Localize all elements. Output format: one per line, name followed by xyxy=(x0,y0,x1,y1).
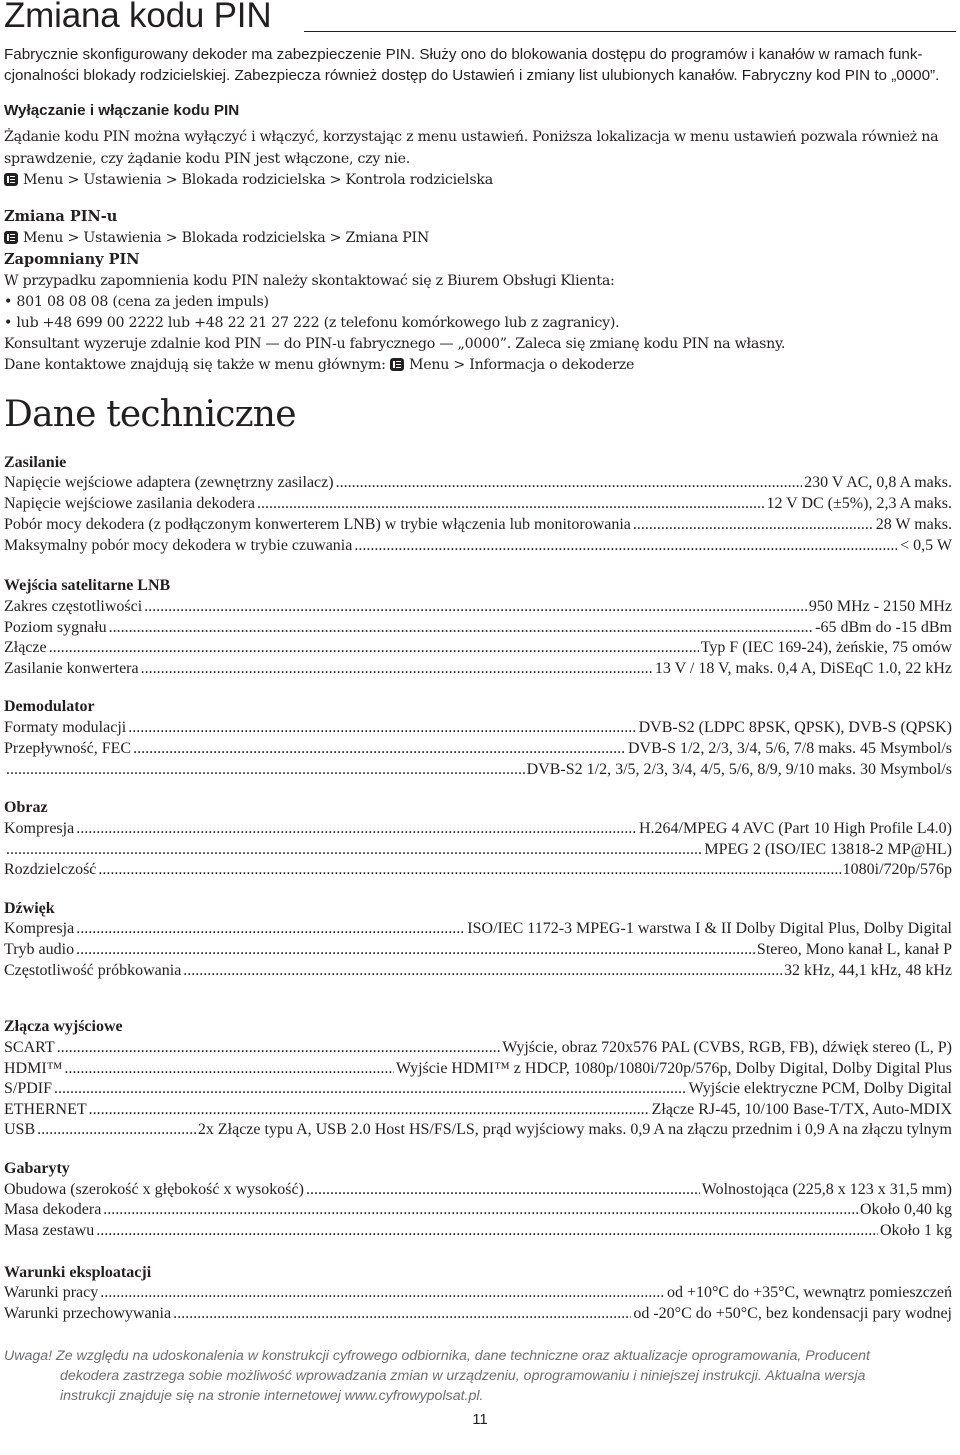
spec-label: Masa dekodera xyxy=(4,1201,102,1218)
bullet-icon: • xyxy=(4,294,17,310)
spec-label: Częstotliwość próbkowania xyxy=(4,962,182,979)
pin-section-title: Zmiana kodu PIN xyxy=(4,0,272,35)
menu-path-text: Menu > Ustawienia > Blokada rodzicielska > Kontrola rodzicielska xyxy=(23,172,493,188)
menu-icon xyxy=(4,173,18,186)
spec-label: Pobór mocy dekodera (z podłączonym konwerterem LNB) w trybie włączenia lub monitorowania xyxy=(4,516,631,533)
warning-line-1: Uwaga! Ze względu na udoskonalenia w konstrukcji cyfrowego odbiornika, dane techniczne oraz aktualizacje oprogramowania, Producent xyxy=(4,1348,870,1364)
pin-change-menu-path xyxy=(4,228,956,249)
spec-label: Napięcie wejściowe adaptera (zewnętrzny zasilacz) xyxy=(4,474,334,491)
leader-dots xyxy=(336,472,803,493)
leader-dots xyxy=(89,1099,650,1120)
leader-dots xyxy=(57,1037,501,1058)
spec-row xyxy=(4,960,952,981)
spec-value: ISO/IEC 1172-3 MPEG-1 warstwa I & II Dolby Digital Plus, Dolby Digital xyxy=(467,920,952,937)
power-heading: Zasilanie xyxy=(4,454,67,471)
spec-label: Rozdzielczość xyxy=(4,861,97,878)
spec-value: 230 V AC, 0,8 A maks. xyxy=(804,474,952,491)
spec-row xyxy=(4,918,952,939)
leader-dots xyxy=(103,1199,858,1220)
spec-row xyxy=(4,1099,952,1120)
spec-value: H.264/MPEG 4 AVC (Part 10 High Profile L4.0) xyxy=(638,820,952,837)
leader-dots xyxy=(633,514,874,535)
leader-dots xyxy=(128,717,636,738)
leader-dots xyxy=(141,658,653,679)
spec-value: DVB-S2 (LDPC 8PSK, QPSK), DVB-S (QPSK) xyxy=(638,719,952,736)
conditions-heading: Warunki eksploatacji xyxy=(4,1264,152,1281)
leader-dots xyxy=(37,1119,196,1140)
spec-row xyxy=(4,493,952,514)
pin-section-header xyxy=(4,0,956,40)
bullet-text: lub +48 699 00 2222 lub +48 22 21 27 222 (z telefonu komórkowego lub z zagranicy). xyxy=(16,315,620,331)
spec-label: Kompresja xyxy=(4,920,75,937)
spec-row xyxy=(4,1058,952,1079)
spec-label: Napięcie wejściowe zasilania dekodera xyxy=(4,495,255,512)
spec-value: Stereo, Mono kanał L, kanał P xyxy=(756,941,952,958)
spec-row xyxy=(4,1220,952,1241)
leader-dots xyxy=(76,918,465,939)
menu-path-text: Menu > Informacja o dekoderze xyxy=(408,357,635,373)
spec-row xyxy=(4,738,952,759)
pin-consultant-line: Konsultant wyzeruje zdalnie kod PIN — do PIN-u fabrycznego — „0000”. Zaleca się zmianę kodu PIN na własny. xyxy=(4,336,786,352)
spec-label: Masa zestawu xyxy=(4,1222,95,1239)
spec-label: Zasilanie konwertera xyxy=(4,660,139,677)
spec-label: Złącze xyxy=(4,639,47,656)
leader-dots xyxy=(6,759,525,780)
leader-dots xyxy=(100,1282,665,1303)
spec-row xyxy=(4,1199,952,1220)
outputs-heading: Złącza wyjściowe xyxy=(4,1018,123,1035)
pin-change-heading: Zmiana PIN-u xyxy=(4,208,118,225)
leader-dots xyxy=(173,1303,631,1324)
pin-forgot-heading: Zapomniany PIN xyxy=(4,251,140,268)
pin-intro-line-1: Fabrycznie skonfigurowany dekoder ma zabezpieczenie PIN. Służy ono do blokowania dostępu do programów i kanałów w ramach funk- xyxy=(4,46,923,63)
warning-text: instrukcji znajduje się na stronie internetowej www.cyfrowypolsat.pl. xyxy=(60,1388,484,1404)
spec-label: S/PDIF xyxy=(4,1080,53,1097)
bullet-text: 801 08 08 08 (cena za jeden impuls) xyxy=(16,294,269,310)
contact-prefix: Dane kontaktowe znajdują się także w menu głównym: xyxy=(4,357,386,373)
leader-dots xyxy=(98,859,840,880)
spec-row xyxy=(4,535,952,556)
audio-heading: Dźwięk xyxy=(4,900,55,917)
spec-row xyxy=(4,1078,952,1099)
leader-dots xyxy=(109,617,813,638)
menu-icon xyxy=(4,231,18,244)
spec-row xyxy=(4,717,952,738)
spec-label: Formaty modulacji xyxy=(4,719,127,736)
spec-row xyxy=(4,859,952,880)
menu-path-text: Menu > Ustawienia > Blokada rodzicielska > Zmiana PIN xyxy=(23,230,430,246)
spec-row xyxy=(4,939,952,960)
page-number: 11 xyxy=(472,1411,488,1428)
spec-value: Typ F (IEC 169-24), żeńskie, 75 omów xyxy=(700,639,952,656)
spec-label: USB xyxy=(4,1121,36,1138)
spec-value: od -20°C do +50°C, bez kondensacji pary wodnej xyxy=(633,1305,952,1322)
spec-label: HDMI™ xyxy=(4,1060,63,1077)
tech-section-title: Dane techniczne xyxy=(4,394,296,435)
spec-value: od +10°C do +35°C, wewnątrz pomieszczeń xyxy=(667,1284,952,1301)
warning-line-3 xyxy=(4,1386,959,1406)
spec-label: Maksymalny pobór mocy dekodera w trybie czuwania xyxy=(4,537,353,554)
pin-bullet-1 xyxy=(4,292,956,313)
spec-row xyxy=(4,617,952,638)
leader-dots xyxy=(96,1220,878,1241)
spec-row xyxy=(4,839,952,860)
leader-dots xyxy=(354,535,898,556)
leader-dots xyxy=(6,839,702,860)
spec-row xyxy=(4,759,952,780)
spec-value: Wolnostojąca (225,8 x 123 x 31,5 mm) xyxy=(701,1181,952,1198)
spec-row xyxy=(4,1282,952,1303)
pin-onoff-menu-path xyxy=(4,170,956,191)
lnb-heading: Wejścia satelitarne LNB xyxy=(4,577,171,594)
spec-label: Przepływność, FEC xyxy=(4,740,132,757)
pin-forgot-line: W przypadku zapomnienia kodu PIN należy skontaktować się z Biurem Obsługi Klienta: xyxy=(4,273,615,289)
spec-value: Wyjście, obraz 720x576 PAL (CVBS, RGB, FB), dźwięk stereo (L, P) xyxy=(502,1039,952,1056)
spec-value: 13 V / 18 V, maks. 0,4 A, DiSEqC 1.0, 22 kHz xyxy=(654,660,952,677)
leader-dots xyxy=(76,818,637,839)
bullet-icon: • xyxy=(4,315,17,331)
spec-row xyxy=(4,1119,952,1140)
spec-label: Zakres częstotliwości xyxy=(4,598,143,615)
spec-row xyxy=(4,637,952,658)
spec-value: 28 W maks. xyxy=(875,516,952,533)
spec-value: Wyjście elektryczne PCM, Dolby Digital xyxy=(688,1080,952,1097)
spec-label: Poziom sygnału xyxy=(4,619,107,636)
spec-row xyxy=(4,472,952,493)
spec-value: DVB-S 1/2, 2/3, 3/4, 5/6, 7/8 maks. 45 Msymbol/s xyxy=(627,740,952,757)
pin-bullet-2 xyxy=(4,313,956,334)
pin-onoff-line-2: sprawdzenie, czy żądanie kodu PIN jest włączone, czy nie. xyxy=(4,151,411,167)
spec-label: Kompresja xyxy=(4,820,75,837)
spec-value: 12 V DC (±5%), 2,3 A maks. xyxy=(766,495,952,512)
spec-row xyxy=(4,1179,952,1200)
leader-dots xyxy=(133,738,626,759)
leader-dots xyxy=(49,637,699,658)
spec-row xyxy=(4,818,952,839)
spec-row xyxy=(4,1303,952,1324)
spec-label: Obudowa (szerokość x głębokość x wysokość) xyxy=(4,1181,304,1198)
video-heading: Obraz xyxy=(4,799,48,816)
spec-row xyxy=(4,658,952,679)
spec-value: 1080i/720p/576p xyxy=(842,861,952,878)
leader-dots xyxy=(144,596,807,617)
spec-value: Wyjście HDMI™ z HDCP, 1080p/1080i/720p/576p, Dolby Digital, Dolby Digital Plus xyxy=(395,1060,952,1077)
leader-dots xyxy=(306,1179,700,1200)
spec-label: ETHERNET xyxy=(4,1101,87,1118)
demod-heading: Demodulator xyxy=(4,698,95,715)
spec-value: 2x Złącze typu A, USB 2.0 Host HS/FS/LS, prąd wyjściowy maks. 0,9 A na złączu przednim i 0,9 A na złączu tylnym xyxy=(197,1121,952,1138)
spec-value: Złącze RJ-45, 10/100 Base-T/TX, Auto-MDIX xyxy=(651,1101,952,1118)
warning-text: dekodera zastrzega sobie możliwość wprowadzania zmian w urządzeniu, oprogramowaniu i niniejszej instrukcji. Aktualna wersja xyxy=(60,1368,866,1384)
spec-value: MPEG 2 (ISO/IEC 13818-2 MP@HL) xyxy=(704,841,952,858)
leader-dots xyxy=(76,939,755,960)
spec-row xyxy=(4,514,952,535)
menu-icon xyxy=(390,358,404,371)
leader-dots xyxy=(54,1078,687,1099)
pin-intro-line-2: cjonalności blokady rodzicielskiej. Zabezpiecza również dostęp do Ustawień i zmiany list ulubionych kanałów. Fabryczny kod PIN to „0000”. xyxy=(4,67,940,84)
leader-dots xyxy=(64,1058,394,1079)
spec-label: Warunki przechowywania xyxy=(4,1305,172,1322)
spec-label: Warunki pracy xyxy=(4,1284,99,1301)
spec-value: 950 MHz - 2150 MHz xyxy=(808,598,952,615)
spec-label: SCART xyxy=(4,1039,55,1056)
spec-value: Około 1 kg xyxy=(880,1222,952,1239)
spec-value: Około 0,40 kg xyxy=(860,1201,952,1218)
leader-dots xyxy=(183,960,782,981)
pin-onoff-line-1: Żądanie kodu PIN można wyłączyć i włączyć, korzystając z menu ustawień. Poniższa lokalizacja w menu ustawień pozwala również na xyxy=(4,129,939,145)
spec-label: Tryb audio xyxy=(4,941,75,958)
leader-dots xyxy=(257,493,764,514)
spec-value: DVB-S2 1/2, 3/5, 2/3, 3/4, 4/5, 5/6, 8/9, 9/10 maks. 30 Msymbol/s xyxy=(526,761,952,778)
spec-value: < 0,5 W xyxy=(900,537,952,554)
dimensions-heading: Gabaryty xyxy=(4,1160,70,1177)
pin-onoff-heading: Wyłączanie i włączanie kodu PIN xyxy=(4,102,240,119)
spec-value: -65 dBm do -15 dBm xyxy=(815,619,952,636)
pin-contact-line xyxy=(4,355,956,376)
warning-line-2 xyxy=(4,1366,959,1386)
spec-row xyxy=(4,596,952,617)
title-underline xyxy=(304,31,956,32)
spec-value: 32 kHz, 44,1 kHz, 48 kHz xyxy=(784,962,952,979)
spec-row xyxy=(4,1037,952,1058)
